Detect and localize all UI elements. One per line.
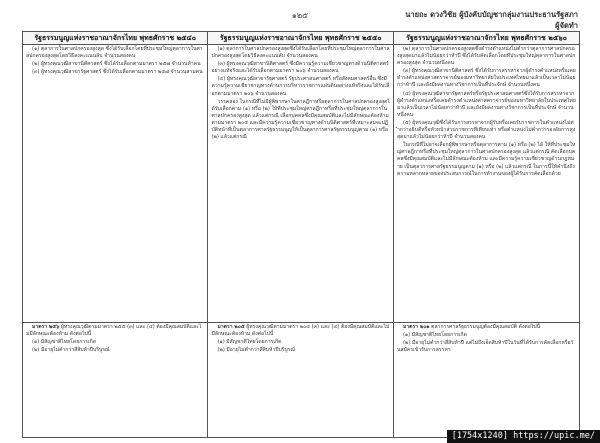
paragraph: (๕) ผู้ทรงคุณวุฒิซึ่งได้รับการสรรหาจากผู้รับหรือเคยรับราชการในตำแหน่งไม่ต่ำกว่าอธิบดีหรือหัวหน้าส่วนราชการที่เทียบเท่า หรือตำแหน่งไม่ต่ำกว่ารองอัยการสูงสุดมาแล้วไม่น้อยกว่าห้าปี จำนวนสองคน [396, 119, 576, 141]
paragraph: (๔) ผู้ทรงคุณวุฒิสาขารัฐศาสตร์หรือรัฐประศาสนศาสตร์ซึ่งได้รับการสรรหาจากผู้ดำรงตำแหน่งหรือเคยดำรงตำแหน่งศาสตราจารย์ของมหาวิทยาลัยในประเทศไทยมาแล้วเป็นเวลาไม่น้อยกว่าห้าปี และยังมีผลงานทางวิชาการเป็นที่ประจักษ์ จำนวนหนึ่งคน [396, 90, 576, 118]
paragraph: (๓) ผู้ทรงคุณวุฒิสาขานิติศาสตร์ ซึ่งมีความรู้ความเชี่ยวชาญทางด้านนิติศาสตร์อย่างแท้จริงและได้รับเลือกตามมาตรา ๒๐๖ จำนวนสองคน [211, 61, 389, 75]
paragraph: (๔) ผู้ทรงคุณวุฒิสาขารัฐศาสตร์ รัฐประศาสนศาสตร์ หรือสังคมศาสตร์อื่น ซึ่งมีความรู้ความเชี่ยวชาญทางด้านการบริหารราชการแผ่นดินอย่างแท้จริงและได้รับเลือกตามมาตรา ๒๐๖ จำนวนสองคน [211, 76, 390, 97]
column-title-2550: รัฐธรรมนูญแห่งราชอาณาจักรไทย พุทธศักราช ๒๕๕๐ [208, 32, 393, 45]
paragraph: (๒) ตุลาการในศาลปกครองสูงสุดซึ่งดำรงตำแหน่งไม่ต่ำกว่าตุลาการศาลปกครองสูงสุดมาแล้วไม่น้อยกว่าห้าปี ซึ่งได้รับคัดเลือกโดยที่ประชุมใหญ่ตุลาการในศาลปกครองสูงสุด จำนวนหนึ่งคน [396, 46, 576, 67]
table-row [23, 323, 580, 438]
section-number: มาตรา ๒๐๕ [217, 324, 245, 330]
cell-2550-bottom [208, 323, 393, 438]
paragraph: (๒) มีอายุไม่ต่ำกว่าสี่สิบห้าปี แต่ไม่ถึงเจ็ดสิบห้าปีในวันที่ได้รับการคัดเลือกหรือวันสมัครเข้ารับการสรรหา [396, 340, 574, 354]
page-number: ๑๒๕ [291, 11, 309, 20]
author-role: ผู้จัดทำ [555, 21, 578, 30]
paragraph: (๑) มีสัญชาติไทยโดยการเกิด [32, 339, 97, 346]
paragraph: (๑) มีสัญชาติไทยโดยการเกิด [217, 339, 282, 346]
cell-2540-top [23, 45, 208, 323]
paragraph: (๓) ผู้ทรงคุณวุฒิสาขารัฐศาสตร์ ซึ่งได้รับเลือกตามมาตรา ๒๕๗ จำนวนสามคน [32, 69, 203, 76]
table-row [23, 45, 580, 323]
cell-2560-top [393, 45, 579, 323]
paragraph: (๑) มีสัญชาติไทยโดยการเกิด [402, 332, 467, 339]
paragraph: (๒) ผู้ทรงคุณวุฒิสาขานิติศาสตร์ ซึ่งได้รับเลือกตามมาตรา ๒๕๗ จำนวนห้าคน [32, 61, 201, 68]
paragraph: วรรคสอง ในกรณีที่ไม่มีผู้พิพากษาในศาลฎีกาหรือตุลาการในศาลปกครองสูงสุดได้รับเลือกตาม (๑) หรือ (๒) ให้ที่ประชุมใหญ่ศาลฎีกาหรือที่ประชุมใหญ่ตุลาการในศาลปกครองสูงสุด แล้วแต่กรณี เลือกบุคคลซึ่งมีคุณสมบัติและไม่มีลักษณะต้องห้ามตามมาตรา ๒๐๕ และมีความรู้ความเชี่ยวชาญทางด้านนิติศาสตร์ที่เหมาะสมจะปฏิบัติหน้าที่เป็นตุลาการศาลรัฐธรรมนูญให้เป็นตุลาการศาลรัฐธรรมนูญตาม (๑) หรือ (๒) แล้วแต่กรณี [211, 98, 390, 141]
cell-2550-top [208, 45, 393, 323]
section-number: มาตรา ๒๐๑ [402, 324, 430, 330]
paragraph: ตุลาการศาลรัฐธรรมนูญต้องมีคุณสมบัติ ดังต่อไปนี้ [431, 324, 541, 330]
cell-2540-bottom [23, 323, 208, 438]
paragraph: (๒) มีอายุไม่ต่ำกว่าสี่สิบห้าปีบริบูรณ์ [32, 347, 110, 354]
paragraph: (๒) มีอายุไม่ต่ำกว่าสี่สิบห้าปีบริบูรณ์ [217, 347, 296, 354]
comparison-table [22, 31, 580, 438]
table-header-row [23, 32, 580, 45]
paragraph: ในกรณีที่ไม่อาจเลือกผู้พิพากษาหรือตุลาการตาม (๑) หรือ (๒) ได้ ให้ที่ประชุมใหญ่ศาลฎีกาหรือที่ประชุมใหญ่ตุลาการในศาลปกครองสูงสุด แล้วแต่กรณี คัดเลือกบุคคลซึ่งมีคุณสมบัติและไม่มีลักษณะต้องห้าม และมีความรู้ความเชี่ยวชาญด้านกฎหมาย เป็นตุลาการศาลรัฐธรรมนูญตาม (๑) หรือ (๒) แล้วแต่กรณี ในการนี้ให้คำนึงถึงความหลากหลายของประสบการณ์ในการทำงานของผู้ได้รับการคัดเลือกด้วย [396, 142, 576, 177]
paragraph: (๑) ตุลาการในศาลปกครองสูงสุด ซึ่งได้รับเลือกโดยที่ประชุมใหญ่ตุลาการในศาลปกครองสูงสุดโดยวิธีลงคะแนนลับ จำนวนสองคน [26, 46, 203, 60]
column-title-2560: รัฐธรรมนูญแห่งราชอาณาจักรไทย พุทธศักราช ๒๕๖๐ [393, 32, 579, 45]
column-title-2540: รัฐธรรมนูญแห่งราชอาณาจักรไทย พุทธศักราช ๒๕๔๐ [23, 32, 208, 45]
paragraph: (๓) ผู้ทรงคุณวุฒิสาขานิติศาสตร์ ซึ่งได้รับการสรรหาจากผู้ดำรงตำแหน่งหรือเคยดำรงตำแหน่งศาสตราจารย์ของมหาวิทยาลัยในประเทศไทยมาแล้วเป็นเวลาไม่น้อยกว่าห้าปี และยังมีผลงานทางวิชาการเป็นที่ประจักษ์ จำนวนหนึ่งคน [396, 68, 576, 89]
paragraph: ผู้ทรงคุณวุฒิตามมาตรา ๒๕๕ (๓) และ (๔) ต้องมีคุณสมบัติและไม่มีลักษณะต้องห้าม ดังต่อไปนี้ [26, 324, 202, 338]
section-number: มาตรา ๒๕๖ [32, 324, 60, 330]
cell-2560-bottom [393, 323, 579, 438]
watermark-label: [1754x1240] https://upic.me/ [447, 430, 600, 443]
paragraph: ผู้ทรงคุณวุฒิตามมาตรา ๒๐๔ (๓) และ (๔) ต้องมีคุณสมบัติและไม่มีลักษณะต้องห้าม ดังต่อไปนี้ [211, 324, 390, 338]
paragraph: (๑) ตุลาการในศาลปกครองสูงสุดซึ่งได้รับเลือกโดยที่ประชุมใหญ่ตุลาการในศาลปกครองสูงสุดโดยวิธีลงคะแนนลับ จำนวนสองคน [211, 46, 390, 60]
author-line: นายถะ ดวงวิชัย ผู้บังคับบัญชากลุ่มงานประธานรัฐสภา [405, 10, 578, 19]
